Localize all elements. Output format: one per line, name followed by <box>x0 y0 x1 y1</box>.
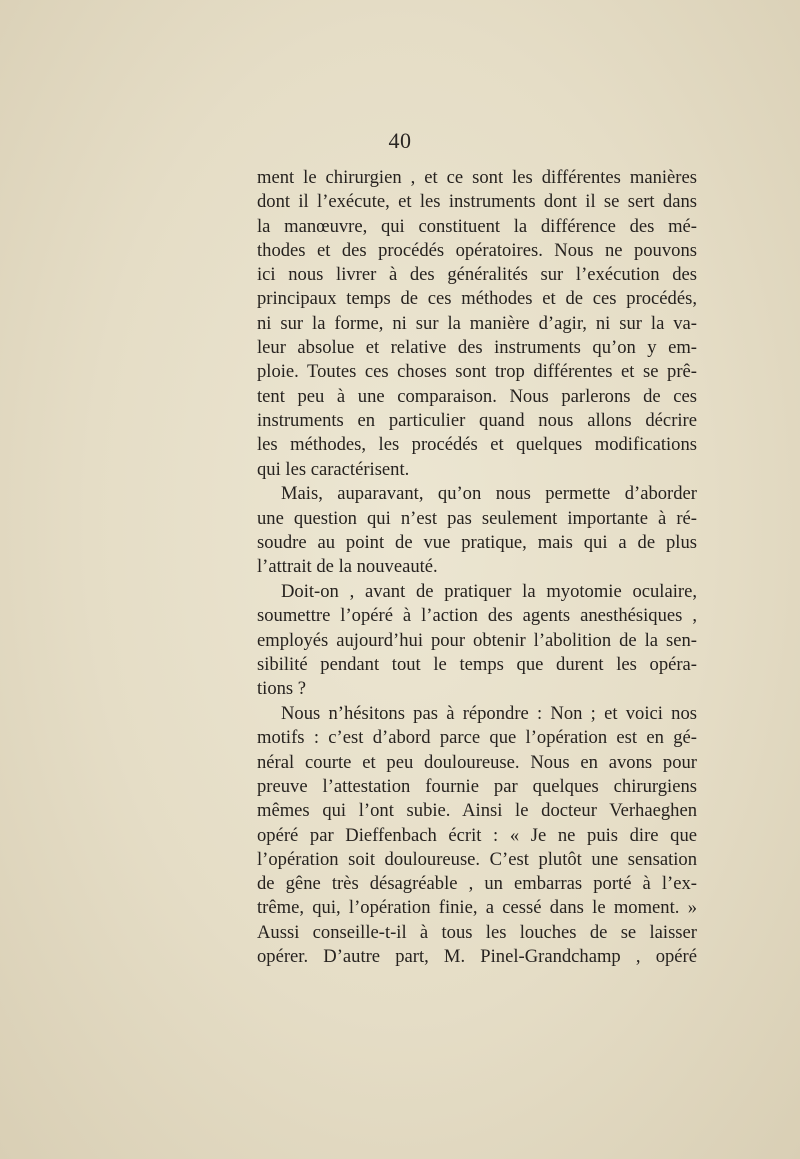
text-line: sibilité pendant tout le temps que durent les opéra- <box>257 653 697 675</box>
paragraph-2 <box>257 482 697 579</box>
text-line: néral courte et peu douloureuse. Nous en avons pour <box>257 751 697 773</box>
paragraph-1 <box>257 166 697 482</box>
text-line: ploie. Toutes ces choses sont trop différentes et se prê- <box>257 361 697 383</box>
text-line: opérer. D’autre part, M. Pinel-Grandchamp , opéré <box>257 946 697 967</box>
text-line: Nous n’hésitons pas à répondre : Non ; et voici nos <box>281 703 697 725</box>
text-line: les méthodes, les procédés et quelques modifications <box>257 434 697 456</box>
text-line: ni sur la forme, ni sur la manière d’agir, ni sur la va- <box>257 312 697 334</box>
paragraph-4 <box>257 702 697 969</box>
text-line: qui les caractérisent. <box>257 458 410 480</box>
text-line: Doit-on , avant de pratiquer la myotomie oculaire, <box>281 581 697 603</box>
text-line: dont il l’exécute, et les instruments dont il se sert dans <box>257 191 697 213</box>
text-line: l’opération soit douloureuse. C’est plutôt une sensation <box>257 848 697 870</box>
text-line: tions ? <box>257 678 307 700</box>
text-line: leur absolue et relative des instruments qu’on y em- <box>257 337 697 359</box>
text-line: tent peu à une comparaison. Nous parlerons de ces <box>257 385 697 407</box>
text-line: mêmes qui l’ont subie. Ainsi le docteur Verhaeghen <box>257 800 697 822</box>
text-line: une question qui n’est pas seulement importante à ré- <box>257 507 697 529</box>
text-line: la manœuvre, qui constituent la différence des mé- <box>257 215 697 237</box>
text-line: motifs : c’est d’abord parce que l’opération est en gé- <box>257 727 697 749</box>
text-line: l’attrait de la nouveauté. <box>257 556 438 578</box>
paragraph-3 <box>257 580 697 701</box>
text-line: opéré par Dieffenbach écrit : « Je ne puis dire que <box>257 824 697 846</box>
text-line: Aussi conseille-t-il à tous les louches de se laisser <box>257 921 697 943</box>
text-line: instruments en particulier quand nous allons décrire <box>257 409 697 431</box>
text-line: employés aujourd’hui pour obtenir l’abolition de la sen- <box>257 629 697 651</box>
text-line: Mais, auparavant, qu’on nous permette d’aborder <box>281 483 697 505</box>
page-number: 40 <box>388 128 412 153</box>
text-line: principaux temps de ces méthodes et de ces procédés, <box>257 288 697 310</box>
text-line: preuve l’attestation fournie par quelques chirurgiens <box>257 775 697 797</box>
text-line: trême, qui, l’opération finie, a cessé dans le moment. » <box>257 897 697 919</box>
text-line: thodes et des procédés opératoires. Nous ne pouvons <box>257 239 697 261</box>
text-line: ment le chirurgien , et ce sont les différentes manières <box>257 167 697 188</box>
text-line: de gêne très désagréable , un embarras porté à l’ex- <box>257 873 697 895</box>
text-line: ici nous livrer à des généralités sur l’exécution des <box>257 264 697 286</box>
text-line: soudre au point de vue pratique, mais qui a de plus <box>257 531 697 553</box>
text-line: soumettre l’opéré à l’action des agents anesthésiques , <box>257 605 697 627</box>
body-text <box>257 166 697 969</box>
